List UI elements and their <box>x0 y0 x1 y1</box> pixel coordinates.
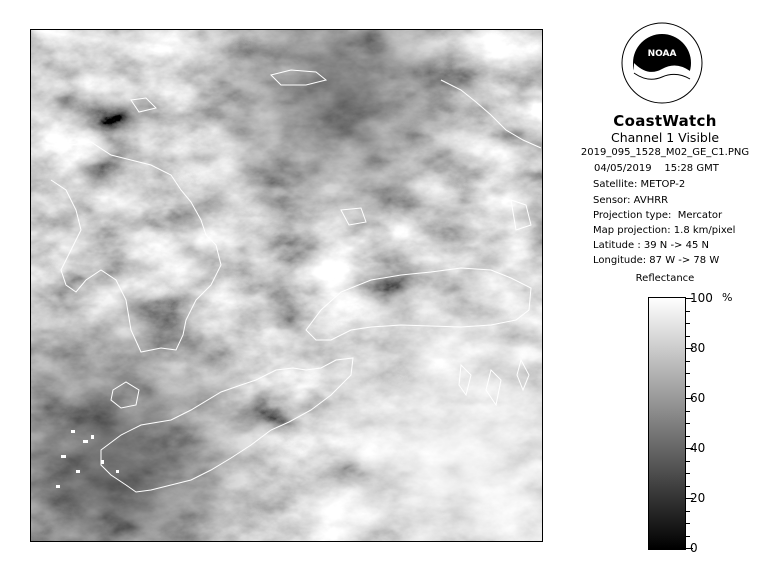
colorbar-tick-label: 60 <box>690 391 706 405</box>
colorbar-minor-tick <box>686 336 690 337</box>
sensor-label: Sensor: AVHRR <box>593 195 669 206</box>
logo-text: NOAA <box>647 49 677 59</box>
colorbar-tick-label: 40 <box>690 441 706 455</box>
colorbar-tick-label: 80 <box>690 341 706 355</box>
channel-label: Channel 1 Visible <box>610 130 720 145</box>
brand-title: CoastWatch <box>613 112 717 130</box>
reflectance-colorbar <box>648 297 686 550</box>
colorbar-tick-label: 0 <box>690 541 698 555</box>
projection-type-label: Projection type: Mercator <box>593 210 723 221</box>
colorbar-minor-tick <box>686 486 690 487</box>
longitude-label: Longitude: 87 W -> 78 W <box>593 255 720 266</box>
colorbar-minor-tick <box>686 473 690 474</box>
colorbar-tick-label: 20 <box>690 491 706 505</box>
colorbar-minor-tick <box>686 511 690 512</box>
colorbar-minor-tick <box>686 311 690 312</box>
legend-unit: % <box>722 291 733 304</box>
satellite-label: Satellite: METOP-2 <box>593 179 686 190</box>
colorbar-tick-label: 100 <box>690 291 713 305</box>
legend-title: Reflectance <box>635 273 695 284</box>
colorbar-minor-tick <box>686 323 690 324</box>
map-projection-label: Map projection: 1.8 km/pixel <box>593 225 736 236</box>
satellite-image <box>30 29 543 542</box>
cloud-imagery <box>31 30 543 542</box>
colorbar-minor-tick <box>686 361 690 362</box>
noaa-logo-icon <box>620 21 704 105</box>
colorbar-minor-tick <box>686 411 690 412</box>
colorbar-minor-tick <box>686 436 690 437</box>
datetime-label: 04/05/2019 15:28 GMT <box>594 163 719 174</box>
colorbar-minor-tick <box>686 373 690 374</box>
colorbar-minor-tick <box>686 386 690 387</box>
colorbar-minor-tick <box>686 523 690 524</box>
colorbar-minor-tick <box>686 461 690 462</box>
colorbar-minor-tick <box>686 423 690 424</box>
latitude-label: Latitude : 39 N -> 45 N <box>593 240 709 251</box>
colorbar-minor-tick <box>686 536 690 537</box>
filename-label: 2019_095_1528_M02_GE_C1.PNG <box>580 147 750 158</box>
